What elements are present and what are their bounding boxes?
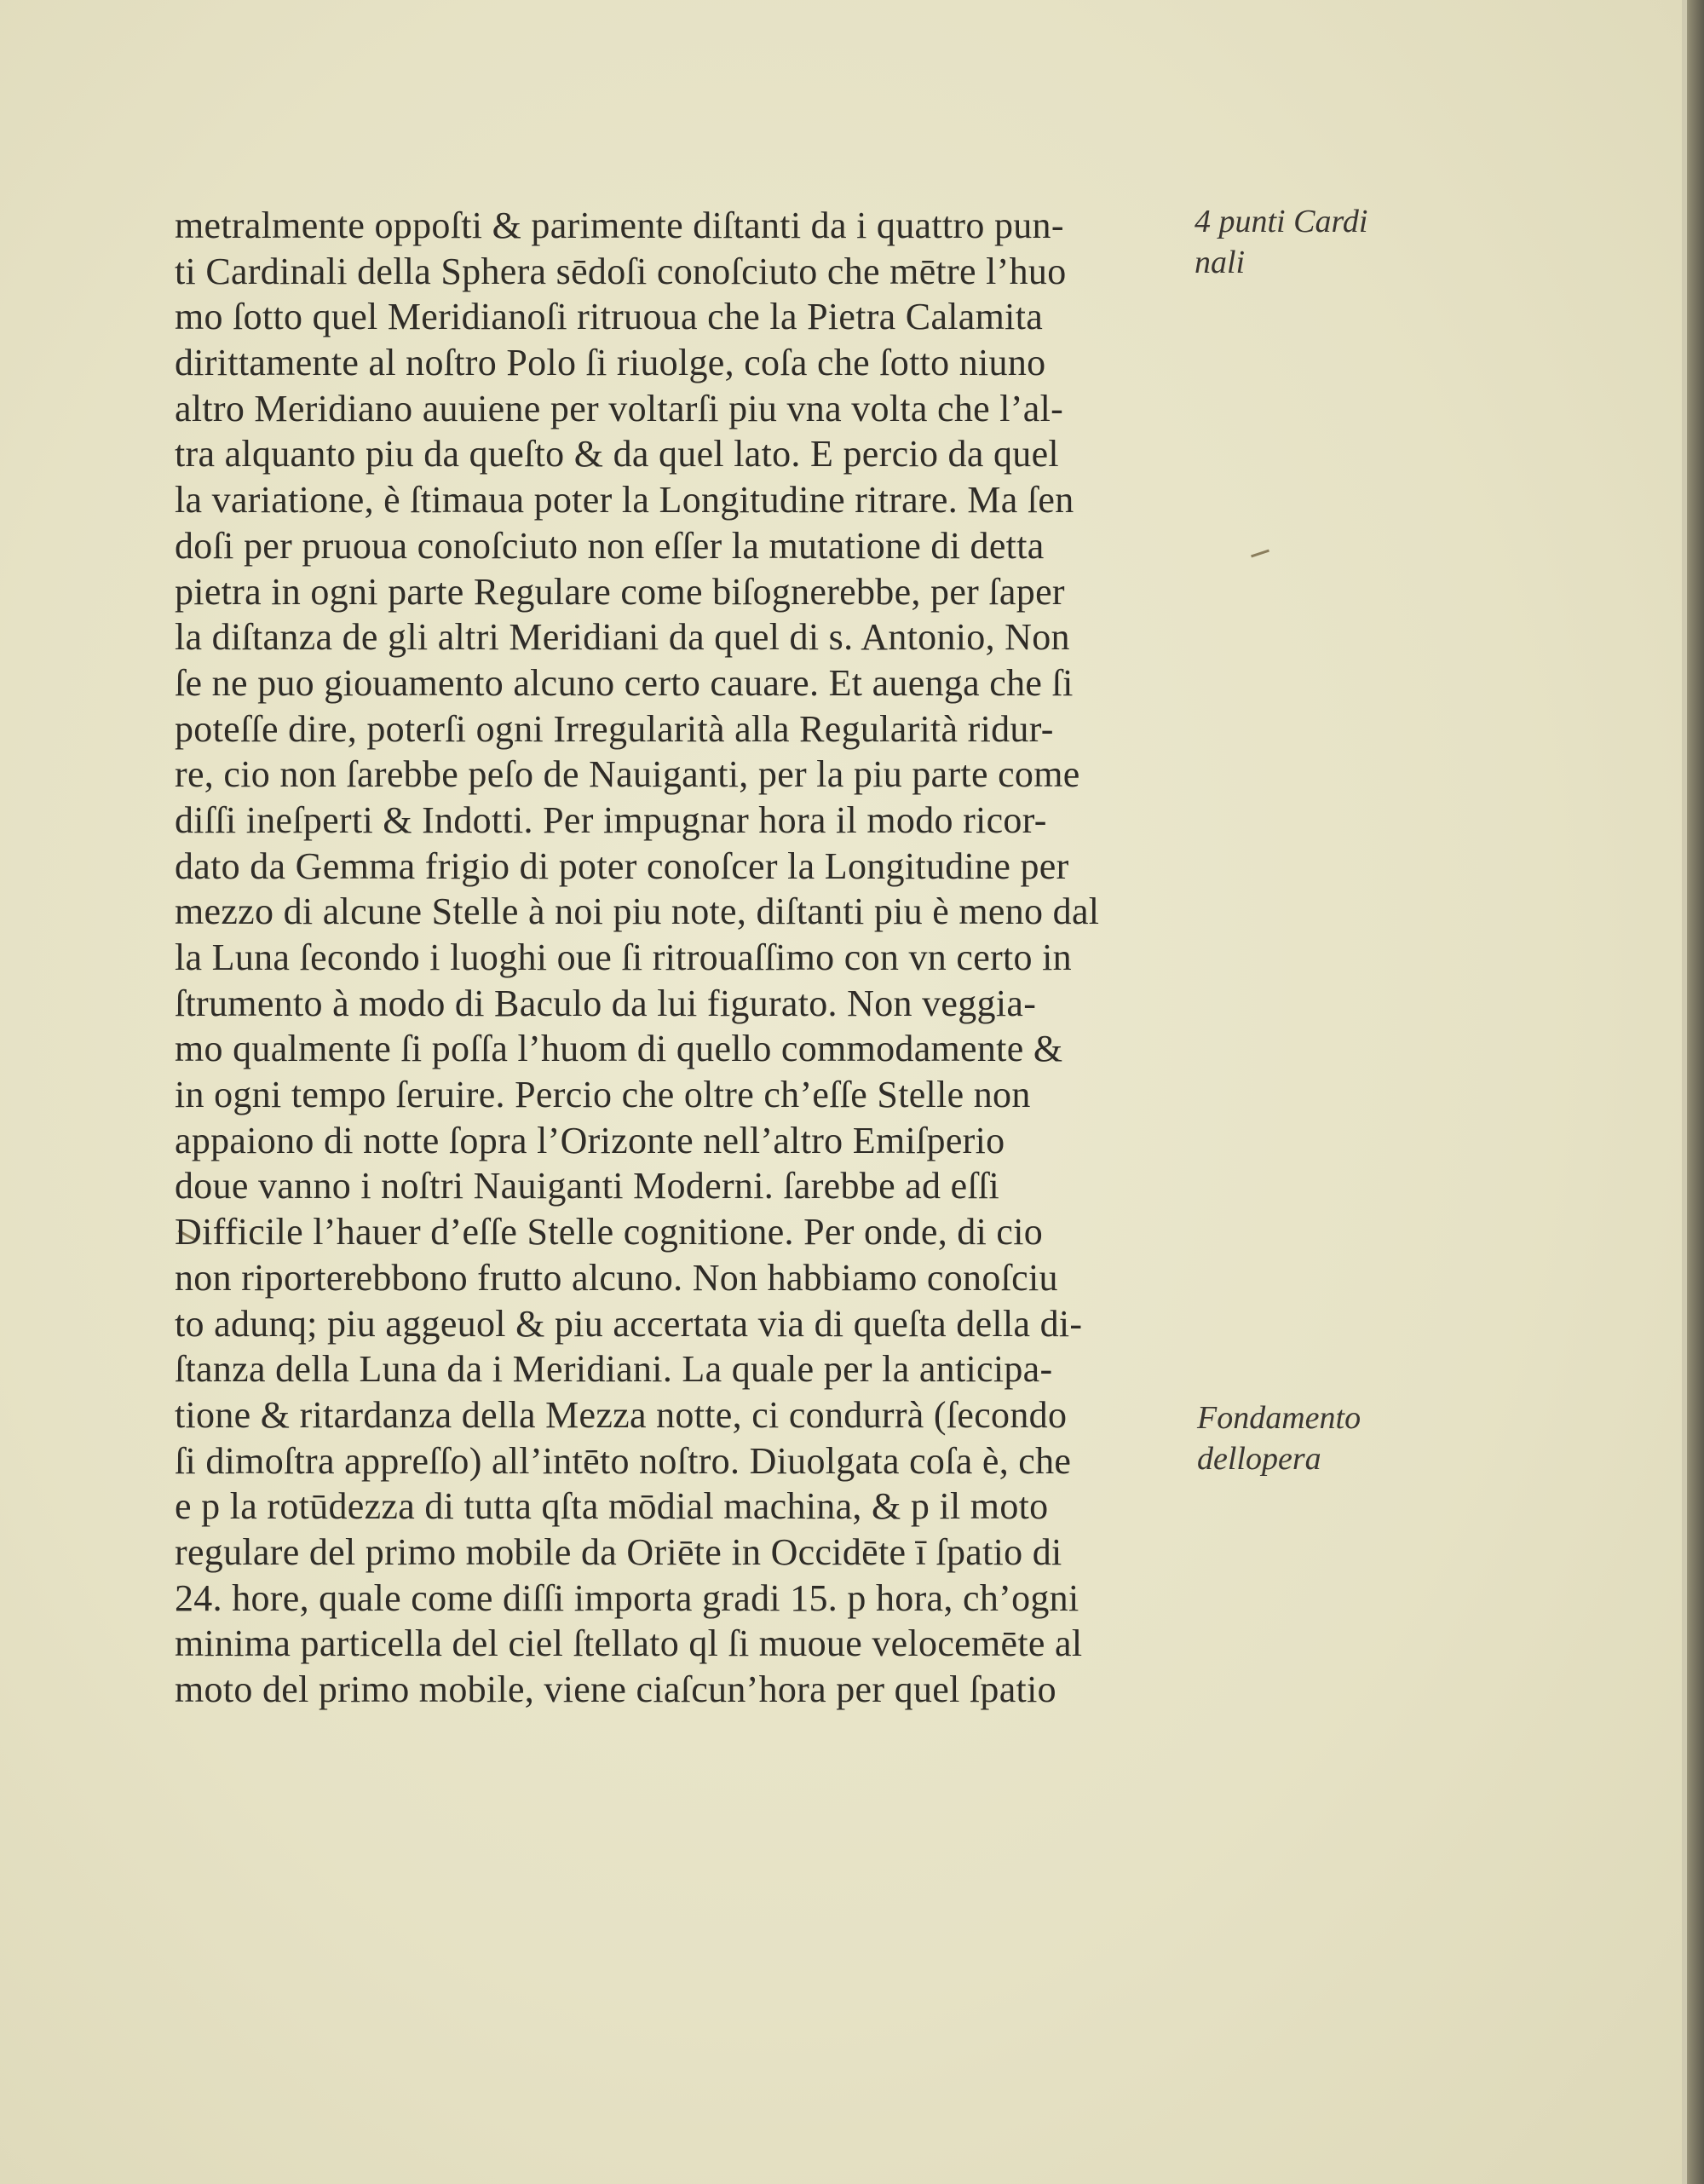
text-line: doſi per pruoua conoſciuto non eſſer la mutatione di detta bbox=[175, 524, 1045, 567]
margin-note-foundation bbox=[1197, 1397, 1361, 1479]
text-line: tra alquanto piu da queſto & da quel lato. E percio da quel bbox=[175, 433, 1059, 475]
text-line: la variatione, è ſtimaua poter la Longitudine ritrare. Ma ſen bbox=[175, 479, 1074, 522]
text-line: appaiono di notte ſopra l’Orizonte nell’altro Emiſperio bbox=[175, 1119, 1005, 1161]
main-text-block bbox=[175, 203, 1180, 1713]
margin-note-line: 4 punti Cardi bbox=[1195, 204, 1368, 239]
text-line: e p la rotūdezza di tutta qſta mōdial machina, & p il moto bbox=[175, 1485, 1049, 1528]
text-line: metralmente oppoſti & parimente diſtanti da i quattro pun- bbox=[175, 205, 1064, 246]
text-line: to adunq; piu aggeuol & piu accertata via di queſta della di- bbox=[175, 1302, 1083, 1345]
text-line: Difficile l’hauer d’eſſe Stelle cognitione. Per onde, di cio bbox=[175, 1211, 1044, 1253]
text-line: ti Cardinali della Sphera sēdoſi conoſciuto che mētre l’huo bbox=[175, 250, 1067, 292]
margin-note-cardinal-points bbox=[1195, 201, 1367, 283]
text-line: la diſtanza de gli altri Meridiani da quel di s. Antonio, Non bbox=[175, 616, 1070, 659]
text-line: mo qualmente ſi poſſa l’huom di quello commodamente & bbox=[175, 1028, 1063, 1070]
text-line: non riporterebbono frutto alcuno. Non habbiamo conoſciu bbox=[175, 1256, 1058, 1299]
text-line: ſi dimoſtra appreſſo) all’intēto noſtro. Diuolgata coſa è, che bbox=[175, 1439, 1072, 1482]
margin-note-line: Fondamento bbox=[1197, 1400, 1361, 1436]
text-line: minima particella del ciel ſtellato ql ſi muoue velocemēte al bbox=[175, 1622, 1083, 1665]
text-line: 24. hore, quale come diſſi importa gradi 15. p hora, ch’ogni bbox=[175, 1576, 1079, 1619]
text-line: poteſſe dire, poterſi ogni Irregularità alla Regularità ridur- bbox=[175, 707, 1054, 750]
book-page-edge bbox=[1682, 0, 1704, 2184]
text-line: in ogni tempo ſeruire. Percio che oltre ch’eſſe Stelle non bbox=[175, 1074, 1031, 1116]
text-line: ſtrumento à modo di Baculo da lui figurato. Non veggia- bbox=[175, 982, 1037, 1024]
text-line: mezzo di alcune Stelle à noi piu note, diſtanti piu è meno dal bbox=[175, 890, 1100, 933]
text-line: la Luna ſecondo i luoghi oue ſi ritrouaſſimo con vn certo in bbox=[175, 936, 1072, 978]
page-edge-highlight bbox=[1682, 0, 1687, 2184]
text-line: doue vanno i noſtri Nauiganti Moderni. ſarebbe ad eſſi bbox=[175, 1165, 1000, 1207]
text-line: altro Meridiano auuiene per voltarſi piu vna volta che l’al- bbox=[175, 387, 1064, 429]
text-line: ſtanza della Luna da i Meridiani. La quale per la anticipa- bbox=[175, 1348, 1053, 1391]
text-line: moto del primo mobile, viene ciaſcun’hora per quel ſpatio bbox=[175, 1668, 1056, 1710]
text-line: dato da Gemma frigio di poter conoſcer la Longitudine per bbox=[175, 844, 1069, 887]
margin-note-line: dellopera bbox=[1197, 1441, 1321, 1477]
margin-note-line: nali bbox=[1195, 245, 1246, 280]
text-line: ſe ne puo giouamento alcuno certo cauare. Et auenga che ſi bbox=[175, 661, 1074, 704]
text-line: pietra in ogni parte Regulare come biſognerebbe, per ſaper bbox=[175, 570, 1065, 613]
text-line: mo ſotto quel Meridianoſi ritruoua che la Pietra Calamita bbox=[175, 296, 1044, 338]
text-line: regulare del primo mobile da Oriēte in Occidēte ī ſpatio di bbox=[175, 1530, 1062, 1573]
text-line: re, cio non ſarebbe peſo de Nauiganti, per la piu parte come bbox=[175, 753, 1080, 796]
text-line: dirittamente al noſtro Polo ſi riuolge, coſa che ſotto niuno bbox=[175, 342, 1046, 384]
text-line: tione & ritardanza della Mezza notte, ci condurrà (ſecondo bbox=[175, 1393, 1068, 1436]
text-line: diſſi ineſperti & Indotti. Per impugnar hora il modo ricor- bbox=[175, 798, 1047, 841]
